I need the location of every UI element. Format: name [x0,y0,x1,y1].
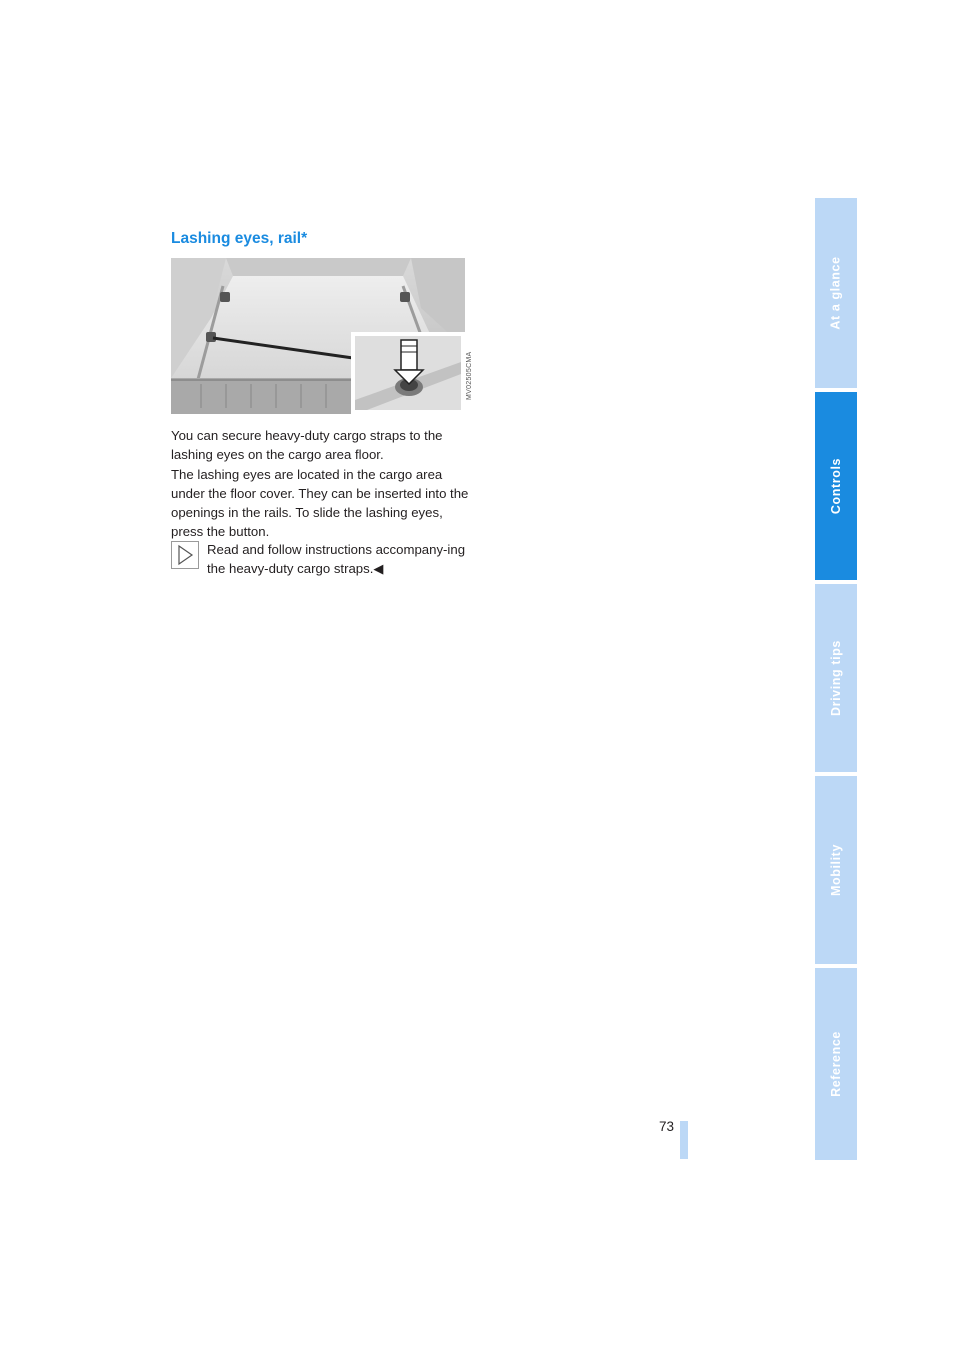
tab-mobility[interactable] [815,776,857,964]
tab-label: Driving tips [829,640,843,716]
section-title: Lashing eyes, rail* [171,230,308,247]
body-paragraph: The lashing eyes are located in the cargo area under the floor cover. They can be inserted into the openings in the rails. To slide the lashing eyes, press the button. [171,467,469,539]
tab-at-a-glance[interactable] [815,198,857,388]
page-marker [680,1121,688,1159]
note-triangle-icon [171,541,199,569]
tab-label: Mobility [829,843,843,897]
page-number: 73 [658,1119,674,1134]
chapter-tabs [815,198,857,1160]
tab-label: Reference [829,1031,844,1097]
figure-code: MV02505CMA [466,351,473,400]
tab-controls[interactable] [815,392,857,580]
body-paragraph: You can secure heavy-duty cargo straps to the lashing eyes on the cargo area floor. [171,428,443,462]
tab-reference[interactable] [815,968,857,1160]
tab-label: At a glance [829,256,844,330]
cargo-area-illustration [171,258,465,414]
tab-driving-tips[interactable] [815,584,857,772]
note-text: Read and follow instructions accompany-ing the heavy-duty cargo straps.◀ [207,542,466,576]
tab-label: Controls [829,457,843,515]
